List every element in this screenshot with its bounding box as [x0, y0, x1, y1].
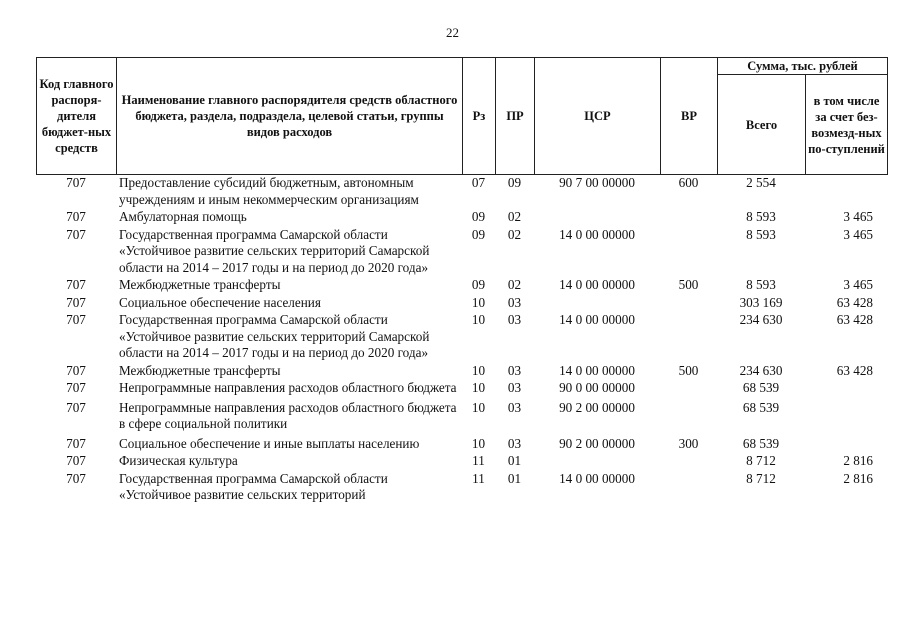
cell-name: Государственная программа Самарской области «Устойчивое развитие сельских территорий Самарской области на 2014 – 2017 годы и на период до 2020 года»	[119, 312, 430, 360]
cell-code: 707	[66, 294, 86, 310]
cell-code: 707	[66, 453, 86, 468]
cell-csr: 90 2 00 00000	[559, 399, 635, 415]
cell-code: 707	[66, 226, 86, 242]
cell-total: 234 630	[739, 362, 783, 378]
cell-rz: 10	[471, 312, 486, 327]
cell-pr: 03	[507, 399, 522, 415]
cell-rz: 11	[472, 453, 485, 468]
cell-pr: 03	[507, 435, 522, 451]
cell-code: 707	[66, 362, 86, 378]
cell-pr: 02	[507, 226, 522, 242]
cell-free	[805, 380, 887, 397]
cell-rz: 09	[471, 226, 486, 242]
cell-total: 2 554	[746, 175, 776, 190]
cell-total: 8 712	[746, 470, 776, 486]
cell-vr	[660, 227, 717, 277]
cell-code: 707	[66, 312, 86, 327]
header-sum: Сумма, тыс. рублей	[718, 58, 888, 75]
cell-free: 63 428	[836, 312, 873, 327]
cell-vr	[660, 471, 717, 504]
cell-pr: 03	[507, 312, 522, 327]
cell-free	[805, 400, 887, 433]
cell-rz: 10	[471, 399, 486, 415]
cell-csr: 14 0 00 00000	[559, 226, 635, 242]
cell-pr: 03	[507, 380, 522, 395]
cell-csr: 90 0 00 00000	[559, 380, 635, 395]
cell-name: Государственная программа Самарской области «Устойчивое развитие сельских территорий Самарской области на 2014 – 2017 годы и на период до 2020 года»	[119, 226, 430, 275]
cell-total: 8 593	[746, 209, 776, 224]
cell-rz: 10	[471, 294, 486, 310]
cell-rz: 07	[471, 175, 486, 190]
table-row	[36, 175, 887, 208]
cell-csr	[534, 209, 660, 226]
cell-name: Физическая культура	[119, 453, 238, 468]
cell-vr	[660, 400, 717, 433]
cell-code: 707	[66, 175, 86, 190]
cell-name: Социальное обеспечение населения	[119, 294, 321, 310]
cell-free	[805, 175, 887, 208]
cell-total: 303 169	[739, 294, 783, 310]
header-name: Наименование главного распорядителя средств областного бюджета, раздела, подраздела, целевой статьи, группы видов расходов	[117, 58, 463, 175]
cell-total: 8 593	[746, 277, 776, 292]
table-body	[36, 175, 887, 504]
table-row	[36, 380, 887, 397]
cell-csr: 14 0 00 00000	[559, 312, 635, 327]
cell-rz: 10	[471, 380, 486, 395]
cell-total: 8 712	[746, 453, 776, 468]
cell-free: 2 816	[843, 470, 873, 486]
cell-vr: 600	[678, 175, 699, 190]
header-total: Всего	[718, 75, 806, 175]
cell-total: 234 630	[739, 312, 783, 327]
cell-pr: 01	[507, 470, 522, 486]
cell-code: 707	[66, 380, 86, 395]
table-row	[36, 227, 887, 277]
cell-free: 63 428	[836, 362, 873, 378]
cell-name: Межбюджетные трансферты	[119, 362, 281, 378]
cell-free: 63 428	[836, 294, 873, 310]
cell-rz: 10	[471, 362, 486, 378]
cell-name: Социальное обеспечение и иные выплаты населению	[119, 435, 420, 451]
cell-csr: 90 7 00 00000	[559, 175, 635, 190]
cell-total: 68 539	[742, 435, 780, 451]
cell-vr: 500	[678, 277, 699, 292]
table-row	[36, 363, 887, 380]
cell-pr: 02	[507, 209, 522, 224]
page-number: 22	[446, 25, 459, 40]
cell-rz: 11	[472, 470, 485, 486]
header-rz: Рз	[463, 58, 496, 175]
cell-name: Государственная программа Самарской области «Устойчивое развитие сельских территорий	[119, 470, 388, 502]
cell-vr	[660, 312, 717, 362]
table-row	[36, 209, 887, 226]
cell-vr: 300	[678, 435, 699, 451]
cell-rz: 10	[471, 435, 486, 451]
cell-vr	[660, 209, 717, 226]
cell-csr: 14 0 00 00000	[559, 362, 635, 378]
table-row	[36, 295, 887, 312]
cell-total: 68 539	[742, 399, 780, 415]
cell-code: 707	[66, 470, 86, 486]
cell-rz: 09	[471, 277, 486, 292]
cell-pr: 03	[507, 362, 522, 378]
cell-name: Непрограммные направления расходов областного бюджета в сфере социальной политики	[119, 399, 457, 431]
cell-vr	[660, 380, 717, 397]
cell-csr	[534, 453, 660, 470]
header-csr: ЦСР	[535, 58, 661, 175]
cell-csr: 14 0 00 00000	[559, 277, 635, 292]
cell-total: 8 593	[746, 226, 776, 242]
cell-name: Предоставление субсидий бюджетным, автономным учреждениям и иным некоммерческим организациям	[119, 175, 419, 207]
cell-name: Непрограммные направления расходов областного бюджета	[119, 380, 457, 395]
cell-free: 3 465	[843, 226, 873, 242]
cell-vr: 500	[678, 362, 699, 378]
header-pr: ПР	[496, 58, 535, 175]
cell-pr: 09	[507, 175, 522, 190]
cell-code: 707	[66, 435, 86, 451]
header-code: Код главного распоря-дителя бюджет-ных средств	[37, 58, 117, 175]
cell-free: 2 816	[843, 453, 873, 468]
table-header	[36, 57, 888, 175]
table-row	[36, 471, 887, 504]
table-row	[36, 312, 887, 362]
cell-free: 3 465	[843, 277, 873, 292]
cell-csr	[534, 295, 660, 312]
cell-code: 707	[66, 277, 86, 292]
cell-pr: 01	[507, 453, 522, 468]
cell-total: 68 539	[742, 380, 780, 395]
cell-csr: 90 2 00 00000	[559, 435, 635, 451]
header-vr: ВР	[661, 58, 718, 175]
cell-free	[805, 436, 887, 453]
cell-csr: 14 0 00 00000	[559, 470, 635, 486]
cell-vr	[660, 453, 717, 470]
cell-rz: 09	[471, 209, 486, 224]
header-free: в том числе за счет без-возмезд-ных по-ступлений	[806, 75, 888, 175]
table-row	[36, 400, 887, 433]
table-row	[36, 453, 887, 470]
table-row	[36, 436, 887, 453]
cell-code: 707	[66, 399, 86, 415]
cell-free: 3 465	[843, 209, 873, 224]
cell-vr	[660, 295, 717, 312]
table-row	[36, 277, 887, 294]
cell-pr: 03	[507, 294, 522, 310]
cell-name: Амбулаторная помощь	[119, 209, 247, 224]
cell-name: Межбюджетные трансферты	[119, 277, 281, 292]
cell-pr: 02	[507, 277, 522, 292]
cell-code: 707	[66, 209, 86, 224]
